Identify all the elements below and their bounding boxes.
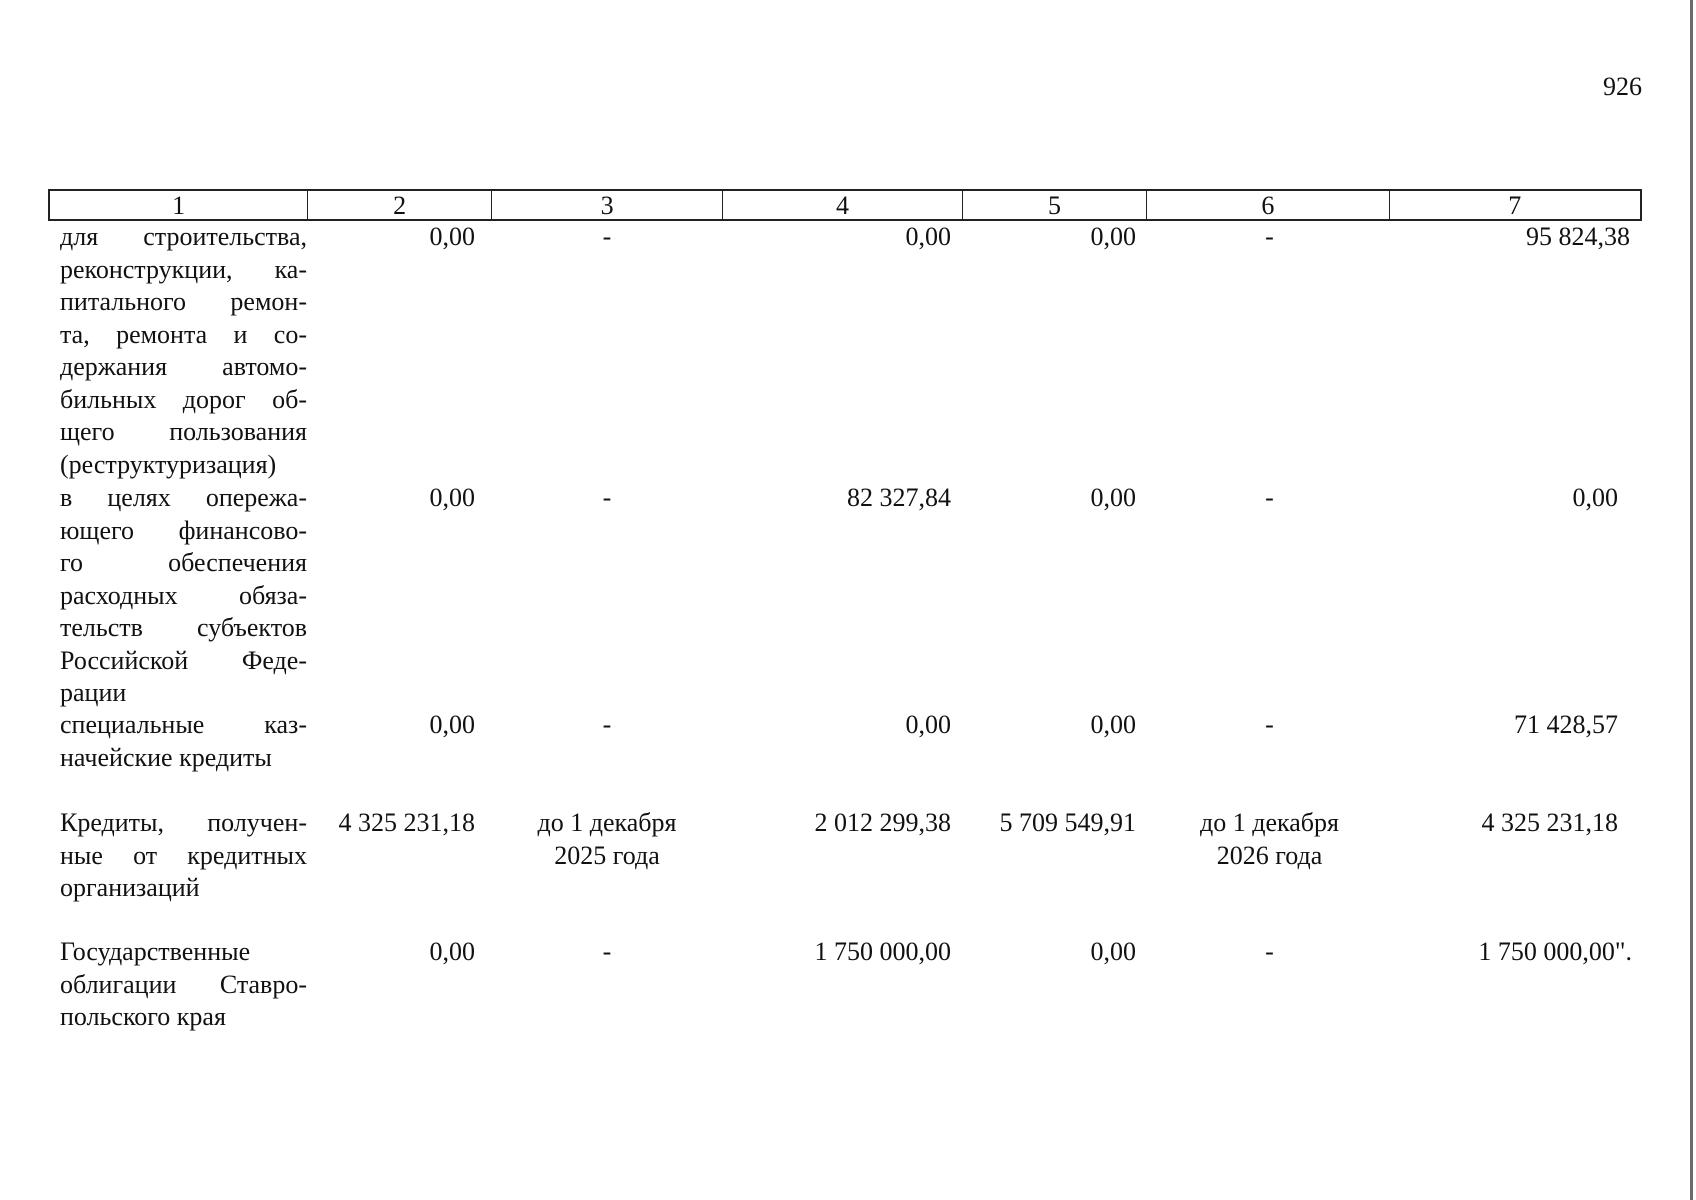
table-body [48,221,1642,1036]
cell-col-5: 0,00 [1090,483,1136,512]
row-name-line: облигации Ставро- [60,969,307,999]
row-name-line: го обеспечения [60,548,307,577]
header-col-2: 2 [308,191,492,219]
cell-col-4: 1 750 000,00 [814,937,951,966]
cell-col-6 [1148,936,1391,1036]
table-row [48,936,1642,1036]
row-name-line: питального ремон- [60,287,307,316]
cell-col-6-line: - [1265,222,1274,251]
cell-col-3 [491,807,723,936]
row-name [48,221,307,482]
cell-col-2: 4 325 231,18 [338,808,475,837]
row-name [48,936,307,1036]
row-name-line: организаций [60,873,200,902]
cell-col-5: 0,00 [1090,710,1136,739]
column-number-header [48,189,1642,221]
row-name-line: специальные каз- [60,710,307,739]
row-name-line: тельств субъектов [60,613,307,642]
page-number: 926 [1603,72,1642,101]
cell-col-3 [491,482,723,709]
cell-col-3-line: до 1 декабря [537,808,677,837]
cell-col-6-line: - [1265,483,1274,512]
cell-col-6 [1148,807,1391,936]
table-row [48,709,1642,807]
cell-col-7: 95 824,38 [1526,222,1630,251]
cell-col-6-line: 2026 года [1216,840,1323,870]
cell-col-3-line: 2025 года [554,840,660,870]
row-name-line: Кредиты, получен- [60,808,307,837]
row-name-line: Российской Феде- [60,645,307,675]
header-col-4: 4 [723,191,962,219]
table-row [48,807,1642,936]
row-name-line: (реструктуризация) [60,449,277,479]
row-name-line: рации [60,678,127,707]
cell-col-3-line: - [602,710,612,739]
header-col-1: 1 [50,191,308,219]
cell-col-6 [1148,709,1391,807]
cell-col-5: 5 709 549,91 [999,808,1136,837]
row-name-line: та, ремонта и со- [60,319,307,349]
cell-col-4: 2 012 299,38 [814,808,951,837]
cell-col-3-line: - [602,937,612,966]
cell-col-6 [1148,482,1391,709]
row-name-line: начейские кредиты [60,742,272,772]
cell-col-6-line: - [1265,710,1274,739]
cell-col-6-line: - [1265,937,1274,966]
header-col-6: 6 [1147,191,1389,219]
row-name [48,709,307,807]
cell-col-3 [491,221,723,482]
cell-col-6-line: до 1 декабря [1200,808,1339,837]
cell-col-2: 0,00 [429,937,475,966]
cell-col-7: 71 428,57 [1514,710,1618,739]
cell-col-7: 1 750 000,00". [1478,937,1632,966]
row-name [48,807,307,936]
header-col-3: 3 [492,191,723,219]
cell-col-4: 0,00 [905,222,951,251]
cell-col-4: 82 327,84 [847,483,951,512]
row-name-line: расходных обяза- [60,580,307,610]
row-name-line: бильных дорог об- [60,384,307,414]
cell-col-3-line: - [602,222,612,251]
cell-col-3 [491,936,723,1036]
cell-col-7: 4 325 231,18 [1481,808,1618,837]
row-name-line: щего пользования [60,417,307,446]
row-name-line: ющего финансово- [60,515,307,545]
row-name-line: польского края [60,1002,226,1031]
cell-col-5: 0,00 [1090,937,1136,966]
cell-col-2: 0,00 [429,710,475,739]
cell-col-2: 0,00 [429,222,475,251]
row-name [48,482,307,709]
table-row [48,221,1642,482]
cell-col-4: 0,00 [905,710,951,739]
cell-col-2: 0,00 [429,483,475,512]
header-col-7: 7 [1508,191,1522,220]
header-col-5: 5 [963,191,1148,219]
row-name-line: реконструкции, ка- [60,254,307,284]
cell-col-7: 0,00 [1572,483,1618,512]
row-name-line: для строительства, [60,222,307,251]
row-name-line: в целях опережа- [60,483,307,512]
cell-col-6 [1148,221,1391,482]
table-row [48,482,1642,709]
row-name-line: держания автомо- [60,352,307,381]
row-name-line: ные от кредитных [60,840,307,870]
cell-col-3 [491,709,723,807]
row-name-line: Государственные [60,937,251,966]
cell-col-5: 0,00 [1090,222,1136,251]
scan-edge-line [1690,0,1693,1200]
cell-col-3-line: - [602,483,612,512]
